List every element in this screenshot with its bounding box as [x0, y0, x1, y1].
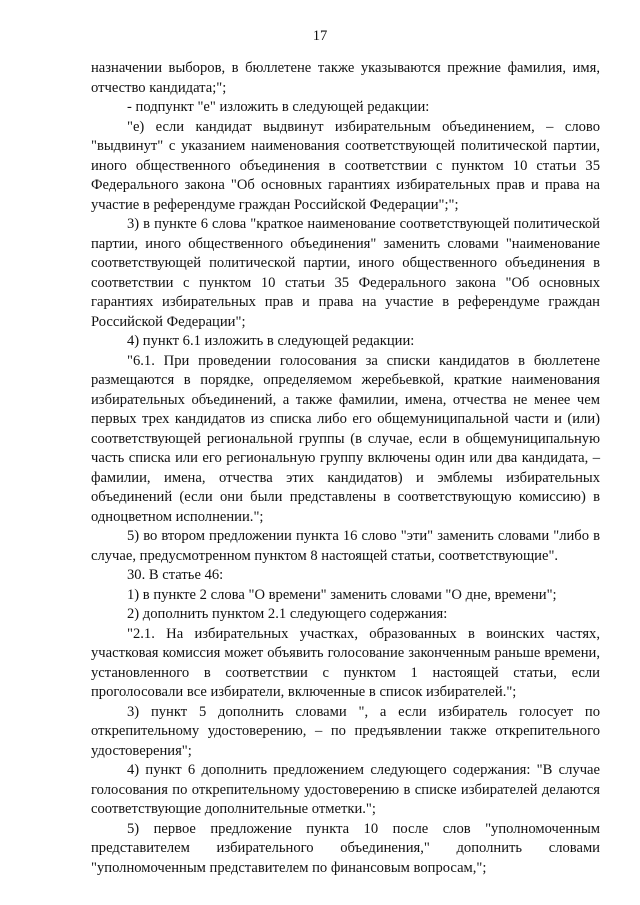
- paragraph-continuation: назначении выборов, в бюллетене также указываются прежние фамилия, имя, отчество кандидата;";: [91, 60, 600, 96]
- paragraph-6-1-text: "6.1. При проведении голосования за списки кандидатов в бюллетене размещаются в порядке, определяемом жеребьевкой, краткие наименования избирательных объединений, а также фамилии, имена, отчества не менее чем первых трех кандидатов из списка либо его общемуниципальной части и (или) соответствующей региональной группы (в случае, если в общемуниципальную часть списка или его региональную группу включены один или два кандидата, – фамилии, имена, отчества этих кандидатов) и эмблемы избирательных объединений (если они были представлены в соответствующую комиссию) в одноцветном исполнении.";: [91, 352, 600, 525]
- paragraph-46-item-3: 3) пункт 5 дополнить словами ", а если избиратель голосует по открепительному удостоверению, – по предъявлении также открепительного удостоверения";: [91, 703, 600, 759]
- paragraph-46-item-1: 1) в пункте 2 слова "О времени" заменить словами "О дне, времени";: [127, 586, 557, 603]
- paragraph-item-5: 5) во втором предложении пункта 16 слово "эти" заменить словами "либо в случае, предусмотренном пунктом 8 настоящей статьи, соответствующие".: [91, 528, 600, 564]
- paragraph-item-3: 3) в пункте 6 слова "краткое наименование соответствующей политической партии, иного общественного объединения" заменить словами "наименование соответствующей политической партии, иного общественного объединения в соответствии с пунктом 10 статьи 35 Федерального закона "Об основных гарантиях избирательных прав и права на участие в референдуме граждан Российской Федерации";: [91, 216, 600, 330]
- paragraph-item-4: 4) пункт 6.1 изложить в следующей редакции:: [127, 333, 415, 349]
- paragraph-subpoint-e-heading: - подпункт "е" изложить в следующей редакции:: [127, 99, 430, 115]
- paragraph-46-item-2: 2) дополнить пунктом 2.1 следующего содержания:: [127, 606, 448, 622]
- paragraph-2-1-text: "2.1. На избирательных участках, образованных в воинских частях, участковая комиссия может объявить голосование законченным раньше времени, установленного в соответствии с пунктом 1 настоящей статьи, если проголосовали все избиратели, включенные в список избирателей.";: [91, 625, 600, 700]
- paragraph-subpoint-e-text: "е) если кандидат выдвинут избирательным объединением, – слово "выдвинут" с указанием наименования соответствующей политической партии, иного общественного объединения в соответствии с пунктом 10 статьи 35 Федерального закона "Об основных гарантиях избирательных прав и права на участие в референдуме граждан Российской Федерации";";: [91, 118, 600, 213]
- page-number: 17: [312, 28, 328, 44]
- paragraph-article-46: 30. В статье 46:: [127, 567, 224, 583]
- paragraph-46-item-5: 5) первое предложение пункта 10 после слов "уполномоченным представителем избирательного объединения," дополнить словами "уполномоченным представителем по финансовым вопросам,";: [91, 820, 600, 876]
- paragraph-46-item-4: 4) пункт 6 дополнить предложением следующего содержания: "В случае голосования по открепительному удостоверению в списке избирателей делаются соответствующие дополнительные отметки.";: [91, 762, 600, 817]
- document-body: [91, 59, 600, 878]
